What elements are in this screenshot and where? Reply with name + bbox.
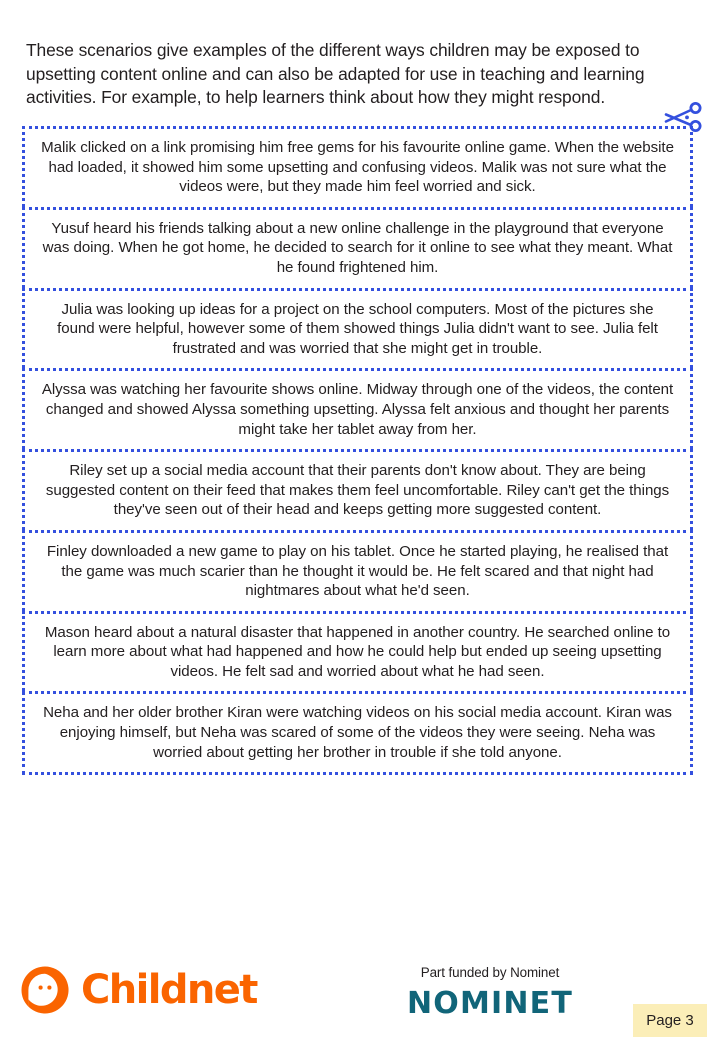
funding-credit [370, 964, 610, 1019]
childnet-wordmark: Childnet [81, 967, 257, 1013]
scenario-card: Yusuf heard his friends talking about a new online challenge in the playground that everyone was doing. When he got home, he decided to search for it online to see what they meant. What he found frightened him. [22, 207, 693, 288]
nominet-wordmark: NOMINET [406, 986, 574, 1021]
page-footer [0, 950, 715, 1053]
funding-caption: Part funded by Nominet [420, 965, 560, 980]
childnet-face-icon [18, 963, 72, 1017]
scissors-icon [663, 101, 705, 135]
intro-paragraph: These scenarios give examples of the different ways children may be exposed to upsetting content online and can also be adapted for use in teaching and learning activities. For example, to help learners think about how they might respond. [26, 40, 645, 108]
childnet-logo [18, 963, 257, 1017]
scenario-card: Alyssa was watching her favourite shows online. Midway through one of the videos, the content changed and showed Alyssa something upsetting. Alyssa felt anxious and thought her parents might take her tablet away from her. [22, 368, 693, 449]
scenario-card: Malik clicked on a link promising him free gems for his favourite online game. When the website had loaded, it showed him some upsetting and confusing videos. Malik was not sure what the videos were, but they made him feel worried and sick. [22, 126, 693, 207]
scenario-card: Mason heard about a natural disaster that happened in another country. He searched online to learn more about what had happened and how he could help but ended up seeing upsetting videos. He felt sad and worried about what he had seen. [22, 611, 693, 692]
scenario-card: Neha and her older brother Kiran were watching videos on his social media account. Kiran was enjoying himself, but Neha was scared of some of the videos they were seeing. Neha was worried about getting her brother in trouble if she told anyone. [22, 691, 693, 775]
scenario-list [22, 126, 693, 775]
scenario-card: Finley downloaded a new game to play on his tablet. Once he started playing, he realised that the game was much scarier than he thought it would be. He felt scared and that night had nightmares about what he'd seen. [22, 530, 693, 611]
page-number-badge: Page 3 [633, 1004, 707, 1037]
scenario-card: Julia was looking up ideas for a project on the school computers. Most of the pictures she found were helpful, however some of them showed things Julia didn't want to see. Julia felt frustrated and was worried that she might get in trouble. [22, 288, 693, 369]
scenario-card: Riley set up a social media account that their parents don't know about. They are being suggested content on their feed that makes them feel uncomfortable. Riley can't get the things they've seen out of their head and keeps getting more suggested content. [22, 449, 693, 530]
